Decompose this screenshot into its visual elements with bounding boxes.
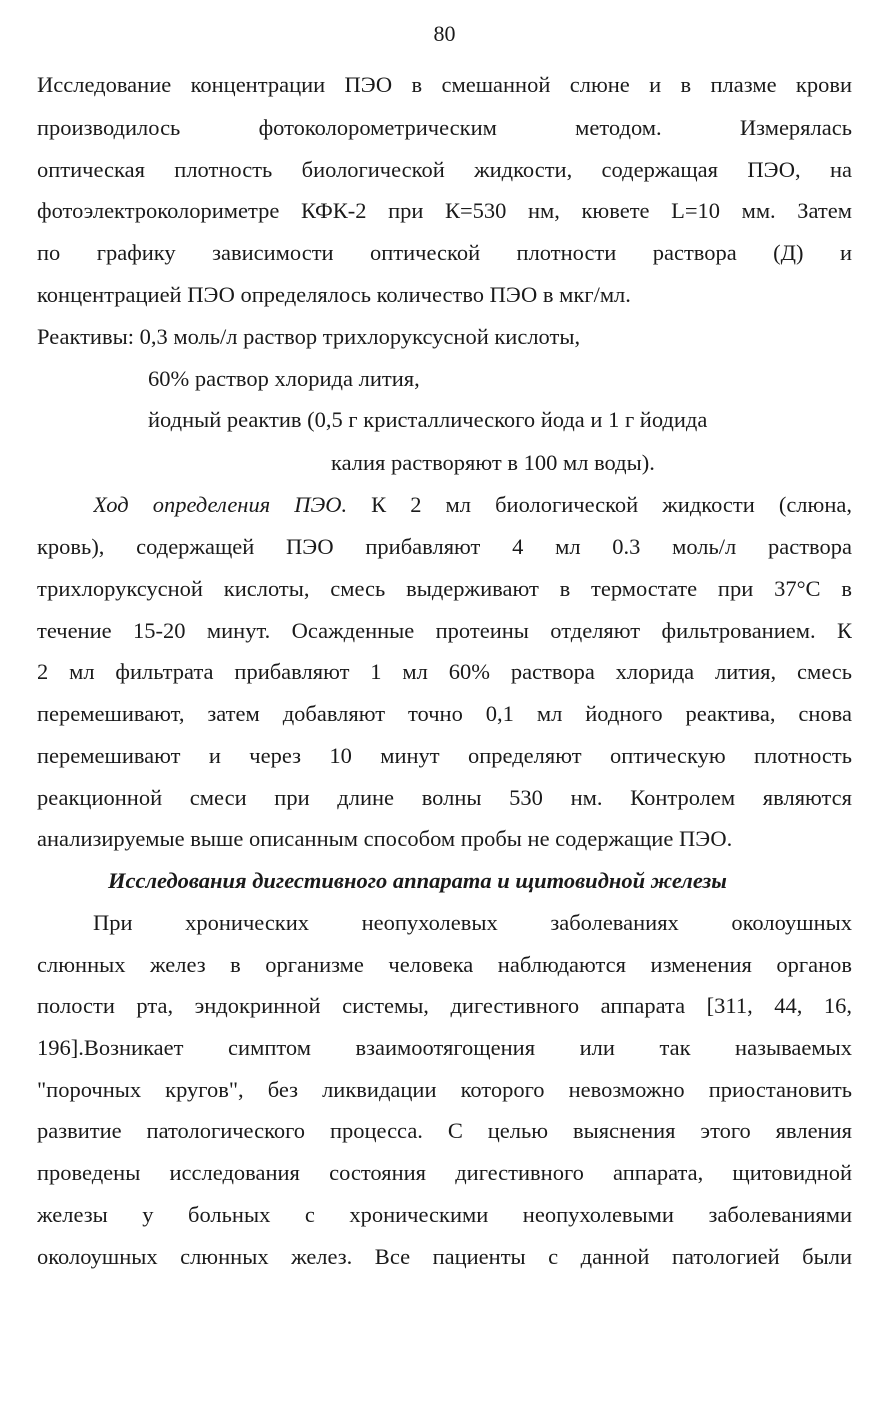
paragraph-line: проведены исследования состояния дигестивного аппарата, щитовидной: [37, 1160, 852, 1185]
reagents-line: 60% раствор хлорида лития,: [148, 366, 420, 391]
reagents-line: калия растворяют в 100 мл воды).: [331, 450, 655, 475]
paragraph-line: слюнных желез в организме человека наблюдаются изменения органов: [37, 952, 852, 977]
paragraph-line: полости рта, эндокринной системы, дигестивного аппарата [311, 44, 16,: [37, 993, 852, 1018]
paragraph-line: железы у больных с хроническими неопухолевыми заболеваниями: [37, 1202, 852, 1227]
paragraph-line: околоушных слюнных желез. Все пациенты с данной патологией были: [37, 1244, 852, 1269]
paragraph-line: перемешивают, затем добавляют точно 0,1 мл йодного реактива, снова: [37, 701, 852, 726]
procedure-first-line-text: К 2 мл биологической жидкости (слюна,: [371, 492, 852, 517]
section-heading: Исследования дигестивного аппарата и щитовидной железы: [108, 868, 727, 893]
paragraph-line: развитие патологического процесса. С целью выяснения этого явления: [37, 1118, 852, 1143]
paragraph-line: кровь), содержащей ПЭО прибавляют 4 мл 0.3 моль/л раствора: [37, 534, 852, 559]
procedure-first-line: [93, 490, 852, 520]
paragraph-line: по графику зависимости оптической плотности раствора (Д) и: [37, 240, 852, 265]
reagents-line: Реактивы: 0,3 моль/л раствор трихлоруксусной кислоты,: [37, 324, 581, 349]
paragraph-line: реакционной смеси при длине волны 530 нм. Контролем являются: [37, 785, 852, 810]
paragraph-line: фотоэлектроколориметре КФК-2 при К=530 нм, кювете L=10 мм. Затем: [37, 198, 852, 223]
paragraph-line: 196].Возникает симптом взаимоотягощения или так называемых: [37, 1035, 852, 1060]
paragraph-line: концентрацией ПЭО определялось количество ПЭО в мкг/мл.: [37, 282, 631, 307]
page-number: 80: [433, 21, 456, 46]
paragraph-line: перемешивают и через 10 минут определяют оптическую плотность: [37, 743, 852, 768]
reagents-line: йодный реактив (0,5 г кристаллического йода и 1 г йодида: [148, 407, 708, 432]
paragraph-line: При хронических неопухолевых заболеваниях околоушных: [93, 910, 852, 935]
paragraph-line: "порочных кругов", без ликвидации которого невозможно приостановить: [37, 1077, 852, 1102]
paragraph-line: трихлоруксусной кислоты, смесь выдерживают в термостате при 37°С в: [37, 576, 852, 601]
paragraph-line: течение 15-20 минут. Осажденные протеины отделяют фильтрованием. К: [37, 618, 852, 643]
paragraph-line: 2 мл фильтрата прибавляют 1 мл 60% раствора хлорида лития, смесь: [37, 659, 852, 684]
paragraph-line: производилось фотоколорометрическим методом. Измерялась: [37, 115, 852, 140]
procedure-title: Ход определения ПЭО.: [93, 492, 348, 517]
paragraph-line: оптическая плотность биологической жидкости, содержащая ПЭО, на: [37, 157, 852, 182]
paragraph-line: анализируемые выше описанным способом пробы не содержащие ПЭО.: [37, 826, 733, 851]
paragraph-line: Исследование концентрации ПЭО в смешанной слюне и в плазме крови: [37, 72, 852, 97]
